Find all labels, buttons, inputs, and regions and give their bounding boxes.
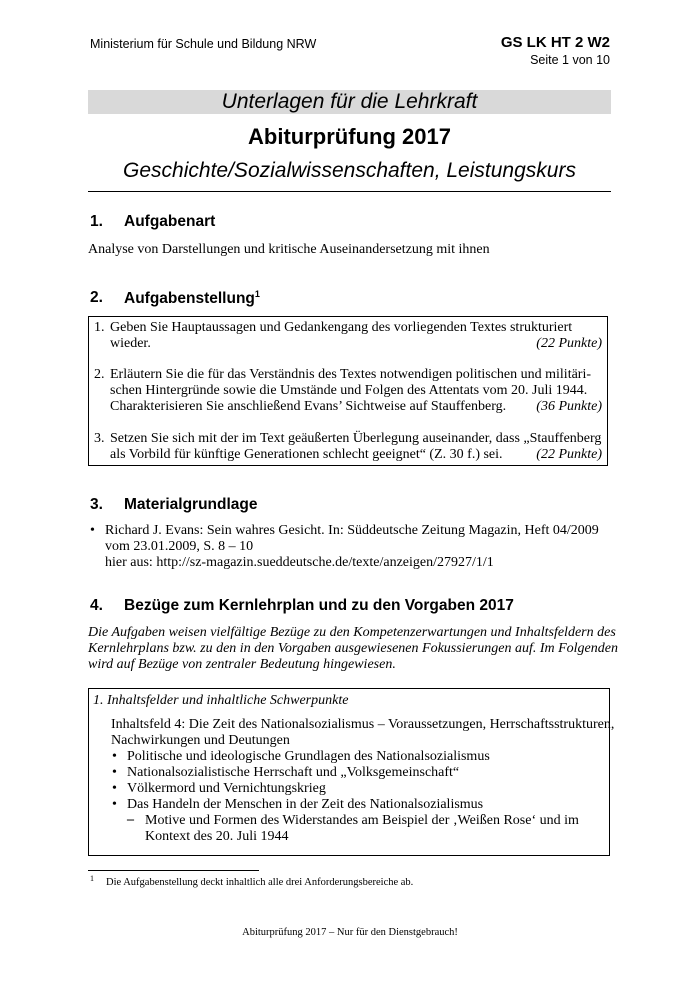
source-url[interactable]: hier aus: http://sz-magazin.sueddeutsche.de/texte/anzeigen/27927/1/1 — [105, 555, 494, 570]
list-item: Völkermord und Vernichtungskrieg — [127, 781, 326, 796]
source-line: vom 23.01.2009, S. 8 – 10 — [105, 539, 254, 554]
section-3-number: 3. — [90, 496, 103, 513]
intro-line: Die Aufgaben weisen vielfältige Bezüge zu den Kompetenzerwartungen und Inhaltsfeldern des — [88, 625, 616, 640]
footnote-divider — [88, 870, 259, 871]
list-item: Das Handeln der Menschen in der Zeit des Nationalsozialismus — [127, 797, 484, 812]
section-1-number: 1. — [90, 213, 103, 230]
page-title: Abiturprüfung 2017 — [248, 124, 451, 149]
dash-icon: – — [127, 812, 134, 827]
intro-line: wird auf Bezüge von zentraler Bedeutung hingewiesen. — [88, 657, 396, 672]
section-1-text: Analyse von Darstellungen und kritische Auseinandersetzung mit ihnen — [88, 242, 490, 257]
content-box-heading: 1. Inhaltsfelder und inhaltliche Schwerpunkte — [93, 693, 349, 708]
section-4-title: Bezüge zum Kernlehrplan und zu den Vorgaben 2017 — [124, 597, 514, 614]
section-2-number: 2. — [90, 289, 103, 306]
inhaltsfeld-line: Nachwirkungen und Deutungen — [111, 733, 290, 748]
task-line: Geben Sie Hauptaussagen und Gedankengang des vorliegenden Textes strukturiert — [110, 320, 573, 335]
task-points: (36 Punkte) — [536, 399, 602, 414]
bullet-icon: • — [112, 765, 117, 780]
footnote-text: Die Aufgabenstellung deckt inhaltlich alle drei Anforderungsbereiche ab. — [106, 877, 414, 888]
task-line: Charakterisieren Sie anschließend Evans’ Sichtweise auf Stauffenberg. — [110, 399, 507, 414]
section-4-intro — [88, 625, 618, 673]
sub-list-item: Motive und Formen des Widerstandes am Beispiel der ‚Weißen Rose‘ und im — [145, 813, 579, 828]
task-points: (22 Punkte) — [536, 336, 602, 351]
section-3-title: Materialgrundlage — [124, 496, 258, 513]
task-line: wieder. — [110, 336, 151, 351]
task-number: 3. — [94, 431, 105, 446]
footnote-mark: 1 — [90, 874, 94, 883]
bullet-icon: • — [112, 781, 117, 796]
section-4-number: 4. — [90, 597, 103, 614]
course-title: Geschichte/Sozialwissenschaften, Leistungskurs — [123, 159, 576, 182]
ministry-label: Ministerium für Schule und Bildung NRW — [90, 37, 317, 51]
task-line: als Vorbild für künftige Generationen schlecht geeignet“ (Z. 30 f.) sei. — [110, 447, 503, 462]
intro-line: Kernlehrplans bzw. zu den in den Vorgaben ausgewiesenen Fokussierungen auf. Im Folgenden — [88, 641, 618, 656]
page-footer: Abiturprüfung 2017 – Nur für den Dienstgebrauch! — [242, 927, 458, 938]
section-1-title: Aufgabenart — [124, 213, 216, 230]
task-line: Erläutern Sie die für das Verständnis des Textes notwendigen politischen und militäri- — [110, 367, 592, 382]
task-points: (22 Punkte) — [536, 447, 602, 462]
inhaltsfeld-line: Inhaltsfeld 4: Die Zeit des Nationalsozialismus – Voraussetzungen, Herrschaftsstrukturen, — [111, 717, 615, 732]
exam-code: GS LK HT 2 W2 — [500, 34, 610, 51]
bullet-icon: • — [112, 749, 117, 764]
sub-list-item: Kontext des 20. Juli 1944 — [145, 829, 289, 844]
document-subtitle: Unterlagen für die Lehrkraft — [221, 90, 478, 113]
title-divider — [88, 191, 611, 192]
source-line: Richard J. Evans: Sein wahres Gesicht. In: Süddeutsche Zeitung Magazin, Heft 04/2009 — [105, 523, 599, 538]
task-number: 2. — [94, 367, 105, 382]
list-item: Nationalsozialistische Herrschaft und „Volksgemeinschaft“ — [127, 765, 460, 780]
task-number: 1. — [94, 320, 105, 335]
bullet-icon: • — [112, 797, 117, 812]
list-item: Politische und ideologische Grundlagen des Nationalsozialismus — [127, 749, 490, 764]
footnote-reference[interactable]: 1 — [254, 289, 260, 299]
task-line: schen Hintergründe sowie die Umstände und Folgen des Attentats vom 20. Juli 1944. — [110, 383, 588, 398]
section-2-title: Aufgabenstellung$^1$ — [124, 289, 260, 308]
page-indicator: Seite 1 von 10 — [530, 53, 610, 67]
bullet-icon: • — [90, 523, 95, 538]
task-line: Setzen Sie sich mit der im Text geäußerten Überlegung auseinander, dass „Stauffenberg — [110, 431, 602, 446]
